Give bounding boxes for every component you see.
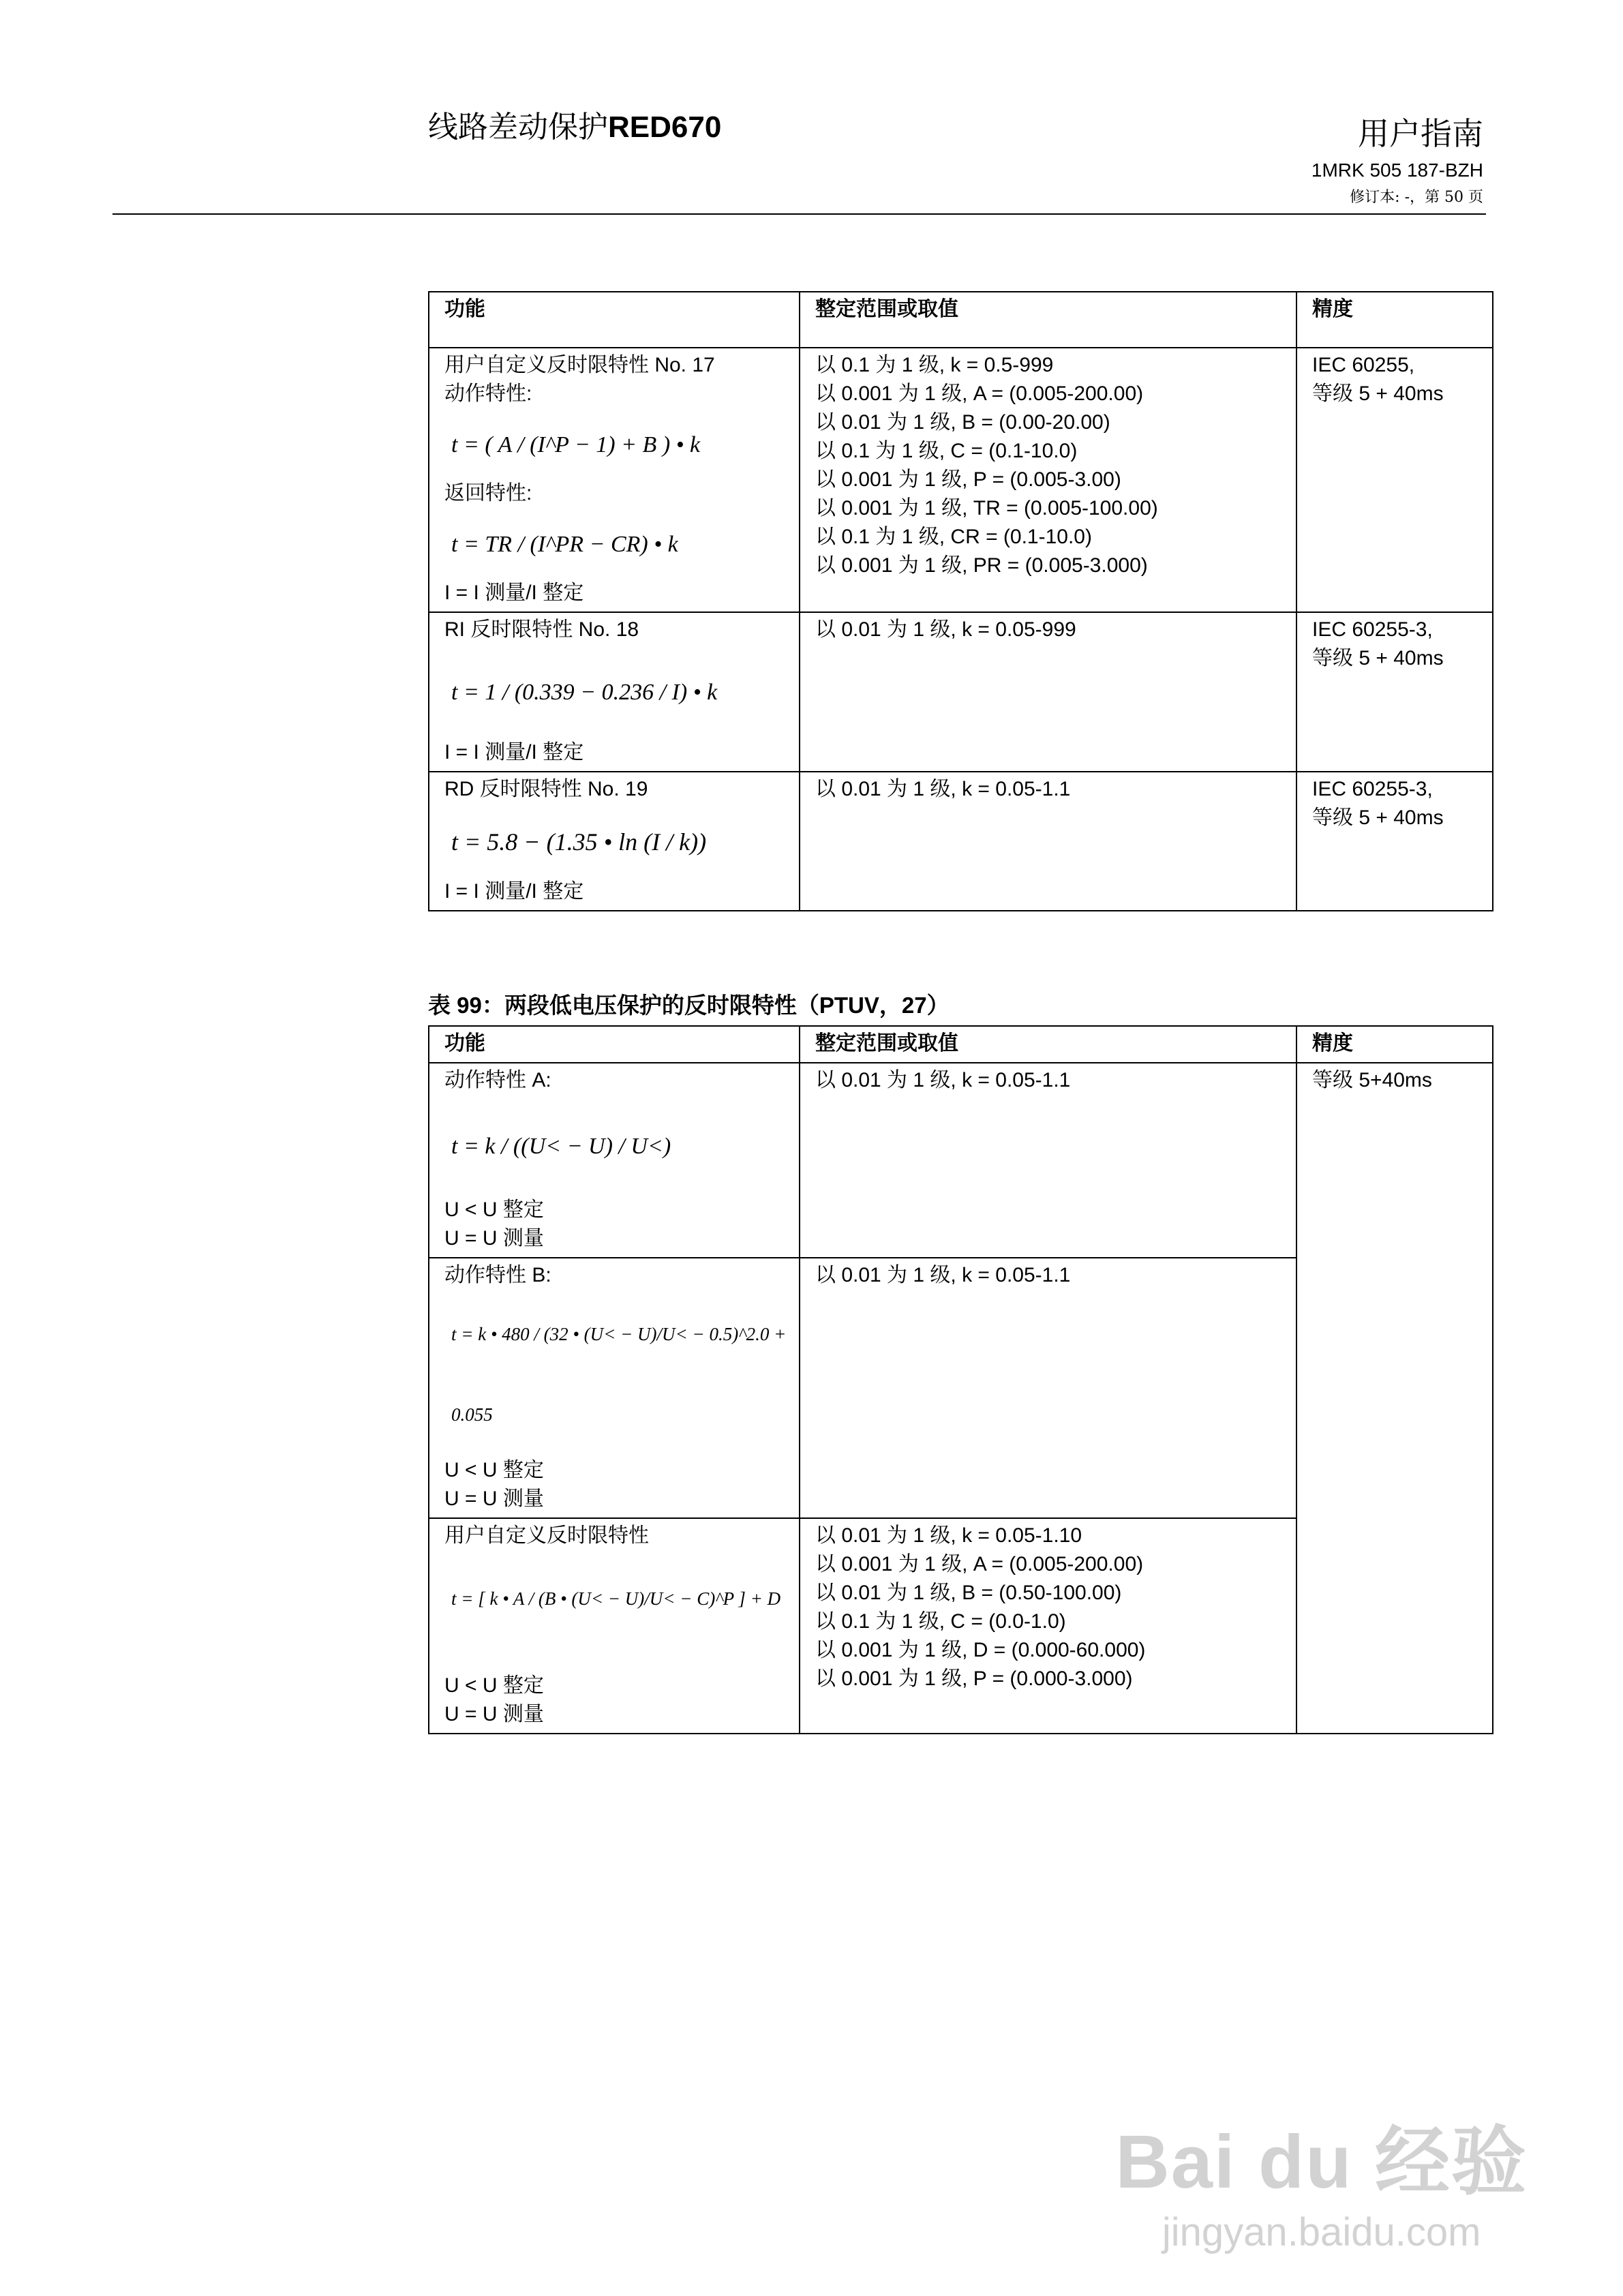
accuracy-cell (1296, 772, 1493, 911)
range-line: 以 0.01 为 1 级, k = 0.05-1.1 (815, 1069, 1071, 1091)
range-line: 以 0.001 为 1 级, A = (0.005-200.00) (815, 382, 1144, 405)
page-header-right (1311, 109, 1483, 207)
watermark-logo: Bai du 经验 (1115, 2120, 1528, 2204)
watermark-url: jingyan.baidu.com (1162, 2210, 1481, 2254)
range-line: 以 0.1 为 1 级, k = 0.5-999 (815, 354, 1054, 376)
voltage-note: U = U 测量 (444, 1487, 544, 1510)
range-line: 以 0.001 为 1 级, D = (0.000-60.000) (815, 1639, 1146, 1661)
voltage-note: U < U 整定 (444, 1198, 544, 1221)
function-cell (429, 1063, 800, 1258)
formula-a: t = k / ((U< − U) / U<) (451, 1134, 671, 1159)
voltage-note: U < U 整定 (444, 1459, 544, 1481)
table-caption: 表 99：两段低电压保护的反时限特性（PTUV，27） (428, 993, 950, 1018)
function-title: RD 反时限特性 No. 19 (444, 778, 648, 800)
header-function: 功能 (429, 1026, 800, 1063)
range-cell (800, 348, 1296, 612)
function-cell (429, 1518, 800, 1734)
range-cell (800, 1518, 1296, 1734)
function-title: RI 反时限特性 No. 18 (444, 618, 639, 641)
table-row (429, 348, 1493, 612)
range-line: 以 0.1 为 1 级, CR = (0.1-10.0) (815, 526, 1092, 548)
accuracy-cell (1296, 348, 1493, 612)
range-line: 以 0.001 为 1 级, PR = (0.005-3.000) (815, 554, 1148, 577)
watermark (1115, 2102, 1528, 2255)
header-range: 整定范围或取值 (800, 1026, 1296, 1063)
product-code: RED670 (608, 110, 722, 144)
range-cell (800, 1063, 1296, 1258)
formula-b: t = k • 480 / (32 • (U< − U)/U< − 0.5)^2.0 + 0.055 (451, 1324, 787, 1425)
header-accuracy: 精度 (1296, 292, 1493, 348)
formula-19: t = 5.8 − (1.35 • ln (I / k)) (451, 828, 707, 856)
accuracy-line: IEC 60255-3, (1312, 618, 1433, 641)
accuracy-line: IEC 60255-3, (1312, 778, 1433, 800)
header-function: 功能 (429, 292, 800, 348)
operate-label: 动作特性: (444, 382, 532, 405)
range-line: 以 0.001 为 1 级, P = (0.000-3.000) (815, 1667, 1133, 1690)
range-cell (800, 1258, 1296, 1518)
range-line: 以 0.01 为 1 级, B = (0.00-20.00) (815, 411, 1110, 434)
current-ratio-note: I = I 测量/I 整定 (444, 741, 584, 764)
range-line: 以 0.1 为 1 级, C = (0.1-10.0) (815, 440, 1078, 462)
formula-17-operate: t = ( A / (I^P − 1) + B ) • k (451, 432, 701, 457)
formula-c: t = [ k • A / (B • (U< − U)/U< − C)^P ] + D (451, 1588, 781, 1609)
page-header-left (428, 102, 721, 146)
function-title: 动作特性 A: (444, 1069, 551, 1091)
header-accuracy: 精度 (1296, 1026, 1493, 1063)
table-header-row (429, 1026, 1493, 1063)
accuracy-line: 等级 5 + 40ms (1312, 382, 1444, 405)
guide-title: 用户指南 (1358, 116, 1483, 151)
range-line: 以 0.01 为 1 级, B = (0.50-100.00) (815, 1582, 1122, 1604)
table-row (429, 612, 1493, 772)
accuracy-line: 等级 5+40ms (1312, 1069, 1432, 1091)
range-line: 以 0.01 为 1 级, k = 0.05-1.1 (815, 778, 1071, 800)
current-ratio-note: I = I 测量/I 整定 (444, 581, 584, 604)
table-row (429, 772, 1493, 911)
function-cell (429, 612, 800, 772)
table-row (429, 1063, 1493, 1258)
function-cell (429, 348, 800, 612)
accuracy-cell (1296, 1063, 1493, 1734)
range-line: 以 0.01 为 1 级, k = 0.05-1.1 (815, 1264, 1071, 1286)
formula-17-return: t = TR / (I^PR − CR) • k (451, 532, 678, 557)
range-line: 以 0.001 为 1 级, P = (0.005-3.00) (815, 468, 1121, 491)
range-cell (800, 612, 1296, 772)
range-line: 以 0.001 为 1 级, TR = (0.005-100.00) (815, 497, 1158, 519)
function-title: 动作特性 B: (444, 1264, 551, 1286)
spacer (444, 1644, 787, 1672)
product-name: 线路差动保护 (428, 110, 608, 144)
accuracy-line: 等级 5 + 40ms (1312, 647, 1444, 669)
function-title: 用户自定义反时限特性 No. 17 (444, 354, 715, 376)
doc-id: 1MRK 505 187-BZH (1311, 160, 1483, 181)
return-label: 返回特性: (444, 482, 532, 504)
accuracy-line: 等级 5 + 40ms (1312, 806, 1444, 829)
range-line: 以 0.1 为 1 级, C = (0.0-1.0) (815, 1610, 1066, 1633)
voltage-note: U = U 测量 (444, 1227, 544, 1250)
accuracy-line: IEC 60255, (1312, 354, 1415, 376)
undervoltage-inverse-time-table (428, 1025, 1493, 1734)
header-range: 整定范围或取值 (800, 292, 1296, 348)
range-cell (800, 772, 1296, 911)
revision-page: 修订本: -，第 50 页 (1350, 189, 1483, 206)
voltage-note: U = U 测量 (444, 1703, 544, 1725)
range-line: 以 0.001 为 1 级, A = (0.005-200.00) (815, 1553, 1144, 1575)
voltage-note: U < U 整定 (444, 1674, 544, 1697)
function-cell (429, 1258, 800, 1518)
accuracy-cell (1296, 612, 1493, 772)
range-line: 以 0.01 为 1 级, k = 0.05-1.10 (815, 1524, 1082, 1547)
current-ratio-note: I = I 测量/I 整定 (444, 880, 584, 903)
function-cell (429, 772, 800, 911)
formula-18: t = 1 / (0.339 − 0.236 / I) • k (451, 680, 718, 705)
table-header-row (429, 292, 1493, 348)
range-line: 以 0.01 为 1 级, k = 0.05-999 (815, 618, 1076, 641)
function-title: 用户自定义反时限特性 (444, 1524, 649, 1547)
header-divider (112, 213, 1486, 215)
inverse-time-table-continued (428, 291, 1493, 911)
